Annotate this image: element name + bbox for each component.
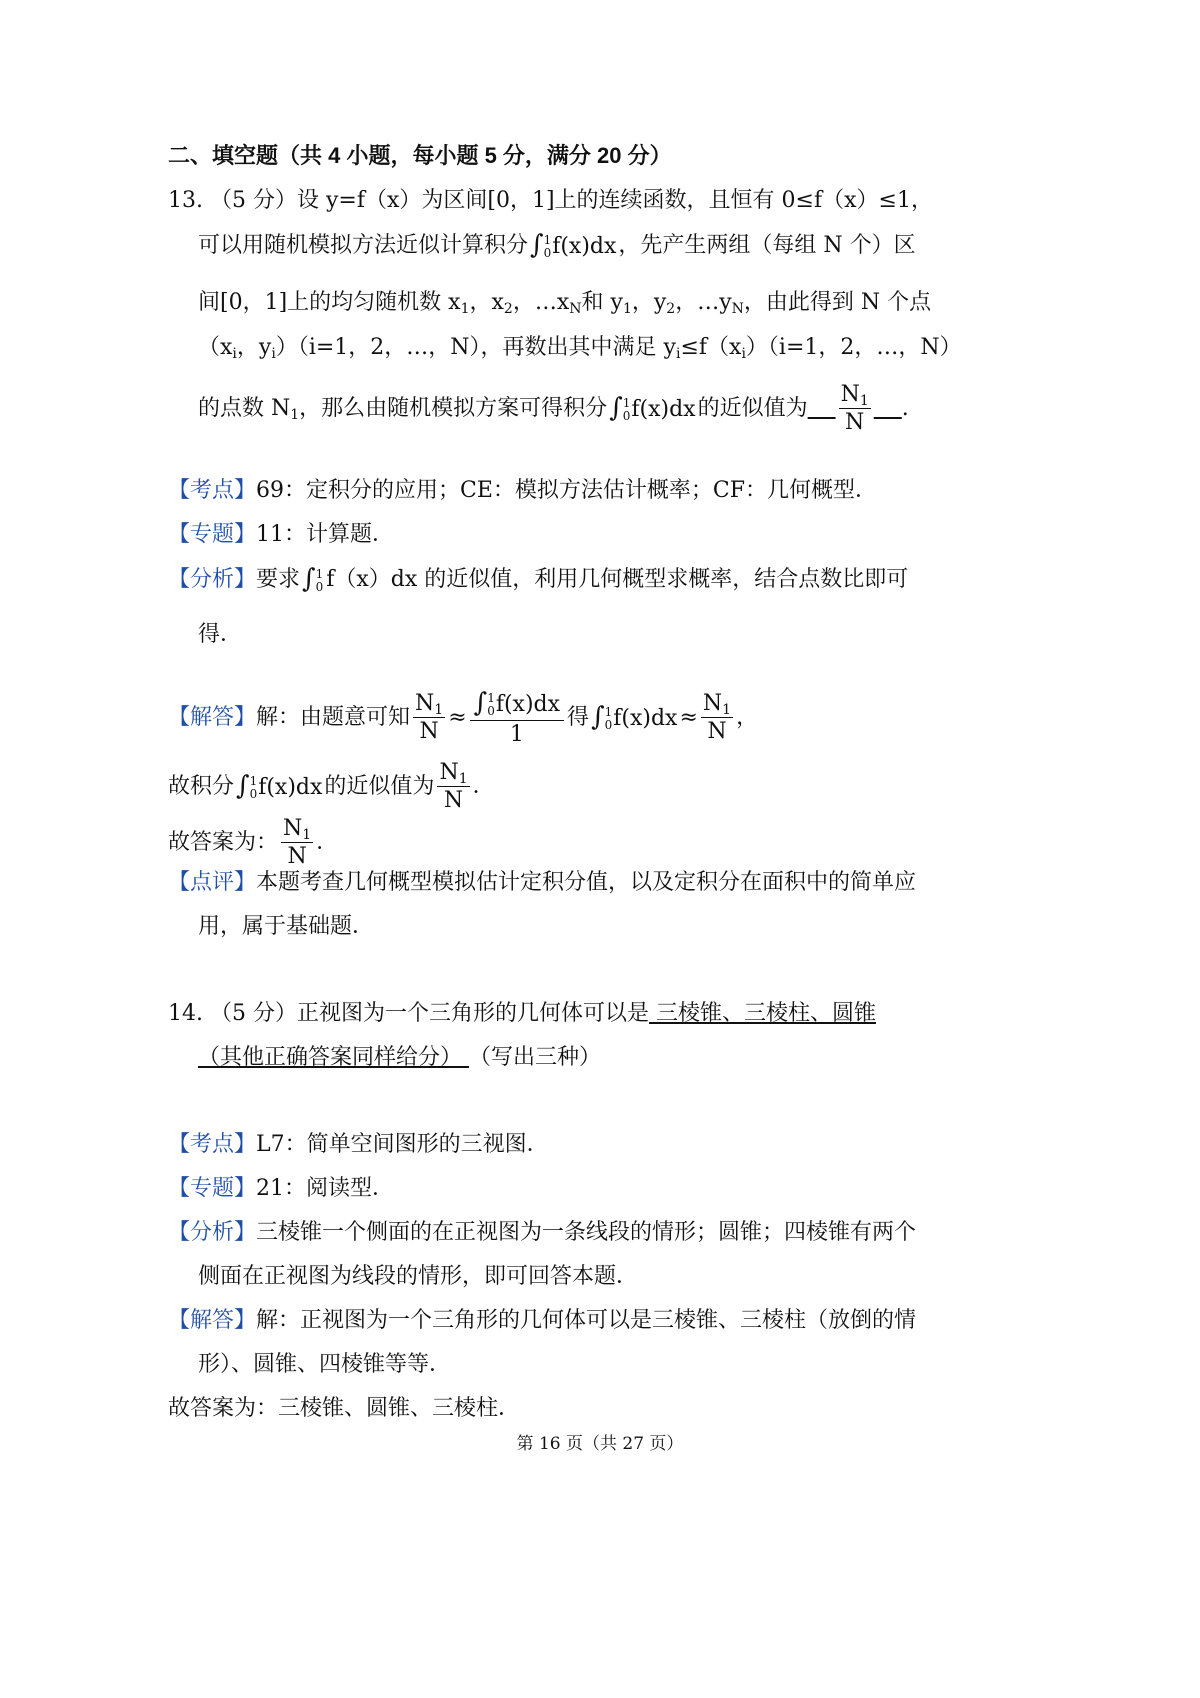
q13-fenxi-cont: 得． xyxy=(198,622,243,647)
fenxi-label: 【分析】 xyxy=(168,567,257,592)
q14-line-2: （其他正确答案同样给分） （写出三种） xyxy=(198,1045,602,1070)
kaodian-label: 【考点】 xyxy=(168,478,257,503)
q13-dianping: 【点评】本题考查几何概型模拟估计定积分值，以及定积分在面积中的简单应 xyxy=(168,870,917,895)
zhuanti-label: 【专题】 xyxy=(168,522,257,547)
q13-zhuanti: 【专题】11：计算题． xyxy=(168,522,395,547)
integral-expression: ∫ 1 0 f(x)dx xyxy=(530,230,617,260)
q13-line-4: （$x_i$，$y_i)(i=1$，2，…，N），再数出其中满足 $y_i\le f(x_i)(i=1$，2，…，N） xyxy=(198,335,962,362)
q14-answer: 故答案为：三棱锥、圆锥、三棱柱． xyxy=(168,1396,521,1421)
integral-expression: ∫ 1 0 f(x)dx xyxy=(609,393,696,423)
q14-zhuanti: 【专题】21：阅读型． xyxy=(168,1176,395,1201)
dianping-label: 【点评】 xyxy=(168,870,257,895)
q13-jieda: 【解答】解：由题意可知 $\frac{N_1}{N}$ ≈ ∫ 1 0 f(x)dx 1 得∫ 1 0 f(x)dx≈ $\frac{N_1}{N}$ ， xyxy=(168,688,759,747)
q14-jieda-cont: 形）、圆锥、四棱锥等等． xyxy=(198,1352,452,1377)
q13-line-2-text: 可以用随机模拟方法近似计算积分 xyxy=(198,233,529,258)
q13-fenxi: 【分析】要求∫ 1 0 f（x）dx 的近似值，利用几何概型求概率，结合点数比即可 xyxy=(168,564,909,594)
jieda-label: 【解答】 xyxy=(168,705,257,730)
q14-fenxi-cont: 侧面在正视图为线段的情形，即可回答本题． xyxy=(198,1264,639,1289)
q13-line-1: 13. （5 分）设 y=f（x）为区间[0，1]上的连续函数，且恒有 0≤f（x）≤1， xyxy=(168,188,933,213)
q14-line-1: 14. （5 分）正视图为一个三角形的几何体可以是 三棱锥、三棱柱、圆锥 xyxy=(168,1001,876,1026)
q14-fenxi: 【分析】三棱锥一个侧面的在正视图为一条线段的情形；圆锥；四棱锥有两个 xyxy=(168,1220,917,1245)
page-footer: 第 16 页（共 27 页） xyxy=(516,1434,684,1454)
q13-dianping-cont: 用，属于基础题． xyxy=(198,914,375,939)
answer-fraction: $\frac{N_1}{N}$ xyxy=(840,382,869,435)
q14-answer-blank: 三棱锥、三棱柱、圆锥 xyxy=(648,1001,876,1026)
q13-line-5: 的点数 $N_1$，那么由随机模拟方案可得积分∫ 1 0 f(x)dx的近似值为 $\frac{N_1}{N}$ . xyxy=(198,382,909,435)
integral-sign: ∫ 1 0 xyxy=(302,564,324,594)
q14-kaodian: 【考点】L7：简单空间图形的三视图． xyxy=(168,1132,549,1157)
q13-conclusion: 故积分∫ 1 0 f(x)dx的近似值为 $\frac{N_1}{N}$ ． xyxy=(168,760,495,813)
q13-line-3: 间[0，1]上的均匀随机数 $x_1$，$x_2$，$\dots x_N$和 $y_1$，$y_2$，$\dots y_N$，由此得到 N 个点 xyxy=(198,290,932,317)
q13-answer: 故答案为： $\frac{N_1}{N}$ ． xyxy=(168,816,339,869)
q13-kaodian: 【考点】69：定积分的应用；CE：模拟方法估计概率；CF：几何概型． xyxy=(168,478,878,503)
q13-line-2: 可以用随机模拟方法近似计算积分∫ 1 0 f(x)dx，先产生两组（每组 N 个）区 xyxy=(198,230,916,260)
q14-jieda: 【解答】解：正视图为一个三角形的几何体可以是三棱锥、三棱柱（放倒的情 xyxy=(168,1308,917,1333)
section-title: 二、填空题（共 4 小题，每小题 5 分，满分 20 分） xyxy=(168,143,672,168)
